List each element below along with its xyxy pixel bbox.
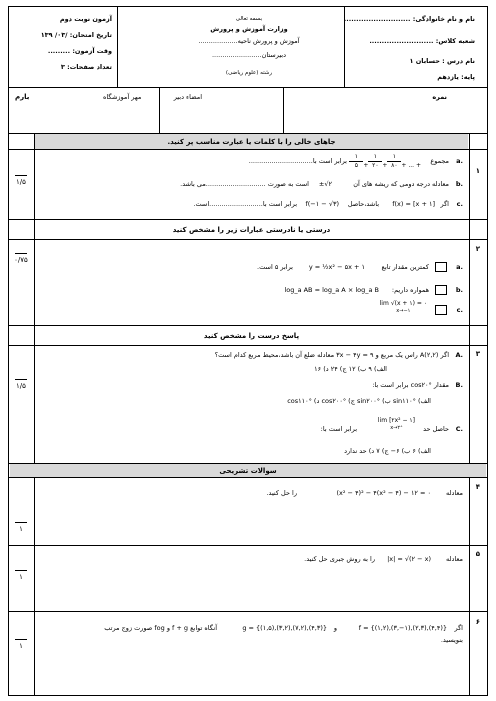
score-4: ۱ — [9, 522, 33, 533]
q2b-formula: log_a AB = log_a A × log_a B — [284, 286, 379, 294]
class-field[interactable]: شعبه کلاس: .......................... — [369, 37, 475, 45]
question-number-4: ۴ — [475, 483, 480, 491]
q1b-label: .b — [455, 180, 463, 188]
q1b-root: ±√۲ — [318, 180, 332, 188]
q2c-limit: lim √(x + ۱) = ۰ x→−۱ — [379, 300, 427, 314]
q2a-text: کمترین مقدار تابع — [381, 263, 429, 271]
q2a-label: .a — [456, 263, 463, 271]
q6-text: اگر — [454, 624, 463, 632]
q5-text: معادله — [446, 555, 463, 563]
exam-time: وقت آزمون: ......... — [47, 47, 112, 55]
question-number-5: ۵ — [475, 550, 480, 558]
q1b-text: معادله درجه دومی که ریشه های آن — [353, 180, 449, 188]
q1c-text: اگر — [440, 200, 449, 208]
q1a-text: مجموع — [430, 157, 449, 165]
section4-title: سوالات تشریحی — [219, 467, 277, 475]
q5-formula: |x| = √(۲ − x) — [387, 555, 431, 563]
q4-formula: (x² − ۴)² − ۴(x² − ۴) − ۱۲ = ۰ — [336, 489, 431, 497]
section3-title: پاسخ درست را مشخص کنید — [203, 332, 300, 340]
score-label: نمره — [432, 93, 447, 101]
q3a-options[interactable]: الف) ۹ ب) ۱۲ ج) ۲۴ د) ۱۶ — [314, 365, 387, 373]
q4-tail: را حل کنید. — [266, 489, 297, 497]
q2b-text: همواره داریم: — [391, 286, 429, 294]
question-number-1: ۱ — [475, 167, 480, 175]
field-line: رشته (علوم ریاضی) — [225, 70, 273, 76]
basmala: بسمه تعالی — [235, 16, 263, 22]
score-3: ۱/۵ — [9, 379, 33, 390]
page-count: تعداد صفحات: ۳ — [60, 63, 112, 71]
exam-date: تاریخ امتحان: /۰۳/ ۱۳۹ — [40, 31, 112, 39]
q5-tail: را به روش جبری حل کنید. — [304, 555, 375, 563]
q2a-formula: y = ½x² − ۵x + ۱ — [308, 263, 365, 271]
q1a-tail[interactable]: برابر است با............................... — [248, 157, 347, 165]
ministry-title: وزارت آموزش و پرورش — [210, 25, 288, 33]
q1c-label: .c — [456, 200, 463, 208]
points-header: بارم — [15, 93, 30, 101]
q6-f-set: f = {(۱,۲),(۳,−۱),(۲,۳),(۴,۴)} — [358, 624, 447, 632]
q3c-options[interactable]: الف) ۶ ب) ۶− ج) ۷ د) حد ندارد — [344, 447, 431, 455]
section1-title: جاهای خالی را با کلمات یا عبارت مناسب پر کنید. — [167, 138, 336, 146]
q1a-series: $\frac{۱}{۵}$ + $\frac{۱}{۲۰}$ + $\frac{۱}{۸۰}$ + ... + — [349, 152, 421, 171]
q2c-checkbox[interactable] — [435, 305, 447, 315]
q3b-text: مقدار cos۲۰° برابر است با: — [372, 381, 449, 389]
question-number-6: ۶ — [475, 618, 480, 626]
q3c-limit: lim [۲x² − ۱] x→۲⁺ — [377, 417, 415, 431]
school-line: دبیرستان........................ — [211, 51, 286, 59]
q3a-label: .A — [455, 351, 463, 359]
school-seal-label: مهر آموزشگاه — [103, 93, 142, 101]
q3b-options[interactable]: الف) sin۱۱۰° ب) sin۲۰۰° ج) cos۲۰۰° د) cos۱۱۰° — [287, 397, 431, 405]
q3c-label: .C — [455, 425, 463, 433]
grade-label: پایه: یازدهم — [437, 73, 475, 81]
q2a-tail: برابر ۵ است. — [257, 263, 293, 271]
q2b-checkbox[interactable] — [435, 285, 447, 295]
subject-label: نام درس : حسابان ۱ — [409, 57, 475, 65]
q2a-checkbox[interactable] — [435, 262, 447, 272]
q1c-mid: باشد،حاصل — [347, 200, 379, 208]
score-1: ۱/۵ — [9, 175, 33, 186]
q3a-text: اگر (۲,۲)A راس یک مربع و ۹ = ۳x − ۴y معادله ضلع آن باشد،محیط مربع کدام است؟ — [214, 351, 449, 359]
q6-line2: بنویسید. — [440, 636, 463, 644]
question-number-3: ۳ — [475, 350, 480, 358]
section2-title: درستی یا نادرستی عبارات زیر را مشخص کنید — [172, 226, 331, 234]
q3c-tail: برابر است با: — [320, 425, 357, 433]
q1c-expression: f(−۱ − √۳) — [305, 200, 339, 208]
score-5: ۱ — [9, 570, 33, 581]
q1c-tail[interactable]: برابر است با..........................است. — [193, 200, 297, 208]
exam-sheet — [8, 6, 488, 696]
q3b-label: .B — [455, 381, 463, 389]
exam-type: آزمون نوبت دوم — [59, 15, 112, 23]
student-name-field[interactable]: نام و نام خانوادگی: ........................... — [343, 15, 475, 23]
q4-text: معادله — [446, 489, 463, 497]
q3c-text: حاصل حد — [423, 425, 449, 433]
question-number-2: ۲ — [475, 245, 480, 253]
q1c-function: f(x) = [x + ۱] — [392, 200, 435, 208]
region-line: آموزش و پرورش ناحیه................... — [198, 37, 300, 45]
q1a-label: .a — [456, 157, 463, 165]
q6-tail: آنگاه توابع f + g و fog صورت زوج مرتب — [104, 624, 217, 632]
score-6: ۱ — [9, 639, 33, 650]
q2c-label: .c — [456, 306, 463, 314]
q2b-label: .b — [455, 286, 463, 294]
q6-g-set: g = {(۱,۵),(۳,۲),(۷,۲),(۴,۳)} — [242, 624, 327, 632]
score-2: ۰/۷۵ — [9, 253, 33, 264]
q6-mid: و — [333, 624, 337, 632]
teacher-sign-label: امضاء دبیر — [173, 93, 202, 101]
q1b-tail[interactable]: است به صورت .............................می باشد. — [180, 180, 309, 188]
